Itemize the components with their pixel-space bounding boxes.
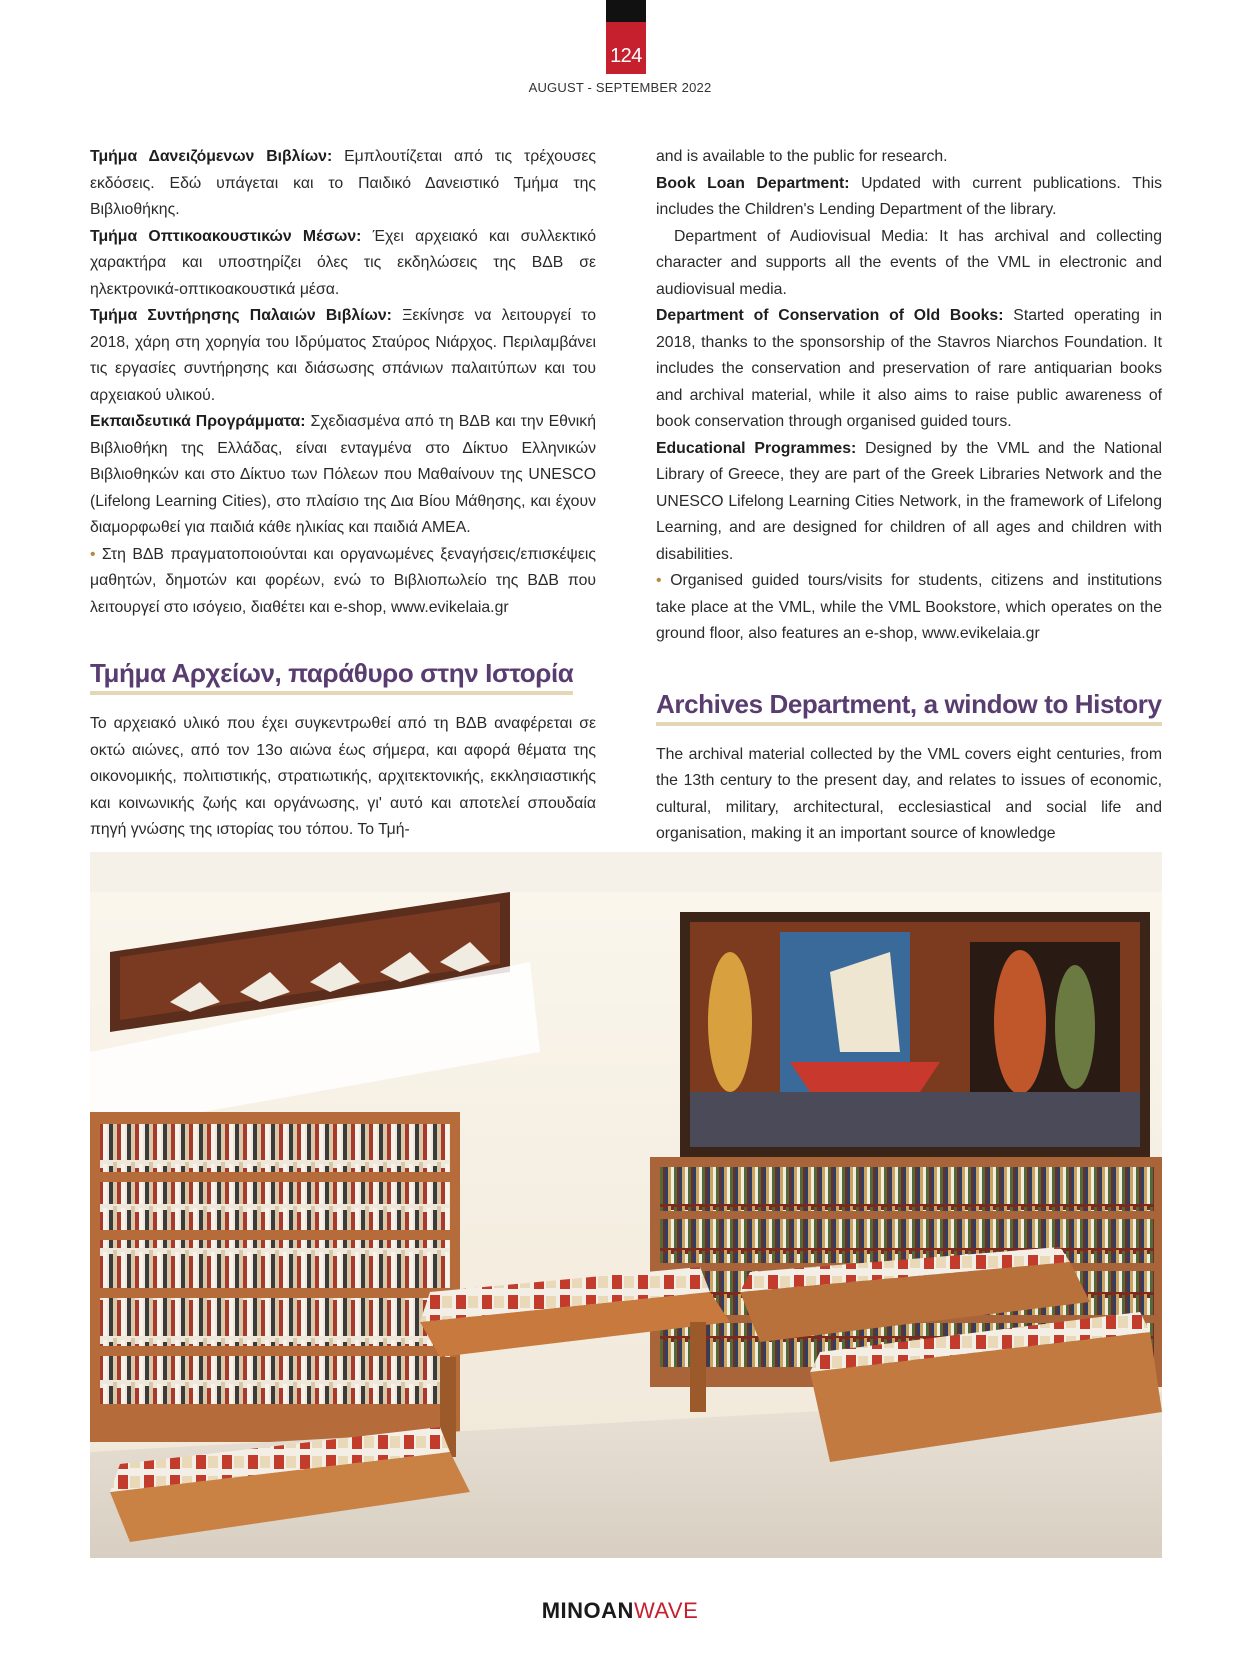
paragraph-label: Book Loan Department: [656, 174, 850, 192]
paragraph-label: Educational Programmes: [656, 439, 857, 457]
paragraph-label: Τμήμα Οπτικοακουστικών Μέσων: [90, 227, 362, 245]
paragraph-label: Τμήμα Δανειζόμενων Βιβλίων: [90, 148, 333, 165]
paragraph-lending [656, 171, 1162, 224]
paragraph-audiovisual: Department of Audiovisual Media: It has archival and collecting character and supports all the events of the VML in electronic and audiovisual media. [656, 227, 1162, 298]
paragraph-conservation [656, 303, 1162, 436]
bookstore-photo [90, 852, 1162, 1558]
paragraph-audiovisual [90, 224, 596, 304]
paragraph-archives: Το αρχειακό υλικό που έχει συγκεντρωθεί από τη ΒΔΒ αναφέρεται σε οκτώ αιώνες, από τον 13ο αιώνα έως σήμερα, και αφορά θέματα της οικονομικής, πολιτιστικής, στρατιωτικής, αρχιτεκτονικής, εκκλησιαστικής και κοινωνικής ζωής και οργάνωσης, γι' αυτό και αποτελεί σπουδαία πηγή γνώσης της ιστορίας του τόπου. Το Τμή- [90, 715, 596, 838]
paragraph-text: Ξεκίνησε να λειτουργεί το 2018, χάρη στη χορηγία του Ιδρύματος Σταύρος Νιάρχος. Περιλαμβάνει τις εργασίες συντήρησης και διάσωσης σπάνιων παλαιτύπων και του αρχειακού υλικού. [90, 307, 596, 404]
left-column-greek [90, 144, 596, 844]
paragraph-text: Εμπλουτίζεται από τις τρέχουσες εκδόσεις. Εδώ υπάγεται και το Παιδικό Δανειστικό Τμήμα της Βιβλιοθήκης. [90, 148, 596, 218]
paragraph-text: Έχει αρχειακό και συλλεκτικό χαρακτήρα και υποστηρίζει όλες τις εκδηλώσεις της ΒΔΒ σε ηλεκτρονικά-οπτικοακουστικά μέσα. [90, 227, 596, 298]
logo-wave: WAVE [633, 1598, 699, 1623]
paragraph-text: Σχεδιασμένα από τη ΒΔΒ και την Εθνική Βιβλιοθήκη της Ελλάδας, είναι ενταγμένα στο Δίκτυο Ελληνικών Βιβλιοθηκών και στο Δίκτυο των Πόλεων που Μαθαίνουν της UNESCO (Lifelong Learning Cities), στο πλαίσιο της Δια Βίου Μάθησης, και έχουν διαμορφωθεί για παιδιά κάθε ηλικίας και παιδιά ΑΜΕΑ. [90, 413, 596, 536]
section-title-archives: Archives Department, a window to History [656, 688, 1162, 726]
bookstore-illustration [90, 852, 1162, 1558]
bullet-icon: • [656, 572, 662, 589]
right-column-english [656, 144, 1162, 848]
tab-top-stripe [606, 0, 646, 22]
paragraph-label: Εκπαιδευτικά Προγράμματα: [90, 413, 306, 430]
section-title-archives: Τμήμα Αρχείων, παράθυρο στην Ιστορία [90, 657, 573, 695]
paragraph-text: Organised guided tours/visits for students, citizens and institutions take place at the VML, while the VML Bookstore, which operates on the ground floor, also features an e-shop, www.evikelaia.gr [656, 572, 1162, 642]
paragraph-text: Designed by the VML and the National Library of Greece, they are part of the Greek Libraries Network and the UNESCO Lifelong Learning Cities Network, in the framework of Lifelong Learning, and are designed for children of all ages and children with disabilities. [656, 439, 1163, 563]
paragraph-label: Τμήμα Συντήρησης Παλαιών Βιβλίων: [90, 307, 392, 324]
magazine-logo [0, 1598, 1240, 1624]
logo-minoan: MINOAN [541, 1598, 634, 1623]
paragraph-text: Updated with current publications. This includes the Children's Lending Department of the library. [656, 174, 1162, 218]
paragraph-text: Started operating in 2018, thanks to the sponsorship of the Stavros Niarchos Foundation. It includes the conservation and preservation of rare antiquarian books and archival material, while it also aims to raise public awareness of book conservation through organised guided tours. [656, 307, 1162, 430]
paragraph-archives: The archival material collected by the VML covers eight centuries, from the 13th century to the present day, and relates to issues of economic, cultural, military, architectural, ecclesiastical and social life and organisation, making it an important source of knowledge [656, 745, 1162, 842]
paragraph-lending [90, 144, 596, 224]
paragraph-conservation [90, 303, 596, 409]
paragraph-continuation: and is available to the public for research. [656, 148, 948, 165]
paragraph-label: Department of Conservation of Old Books: [656, 307, 1004, 324]
paragraph-education [90, 409, 596, 542]
paragraph-tours [656, 568, 1162, 648]
page-number-tab [606, 0, 646, 74]
issue-date: AUGUST - SEPTEMBER 2022 [528, 80, 712, 95]
paragraph-text: Στη ΒΔΒ πραγματοποιούνται και οργανωμένες ξεναγήσεις/επισκέψεις μαθητών, δημοτών και φορέων, ενώ το Βιβλιοπωλείο της ΒΔΒ που λειτουργεί στο ισόγειο, διαθέτει και e-shop, www.evikelaia.gr [90, 545, 596, 616]
bullet-icon: • [90, 545, 96, 563]
page-number: 124 [610, 45, 642, 67]
paragraph-tours [90, 542, 596, 622]
paragraph-education [656, 436, 1162, 569]
